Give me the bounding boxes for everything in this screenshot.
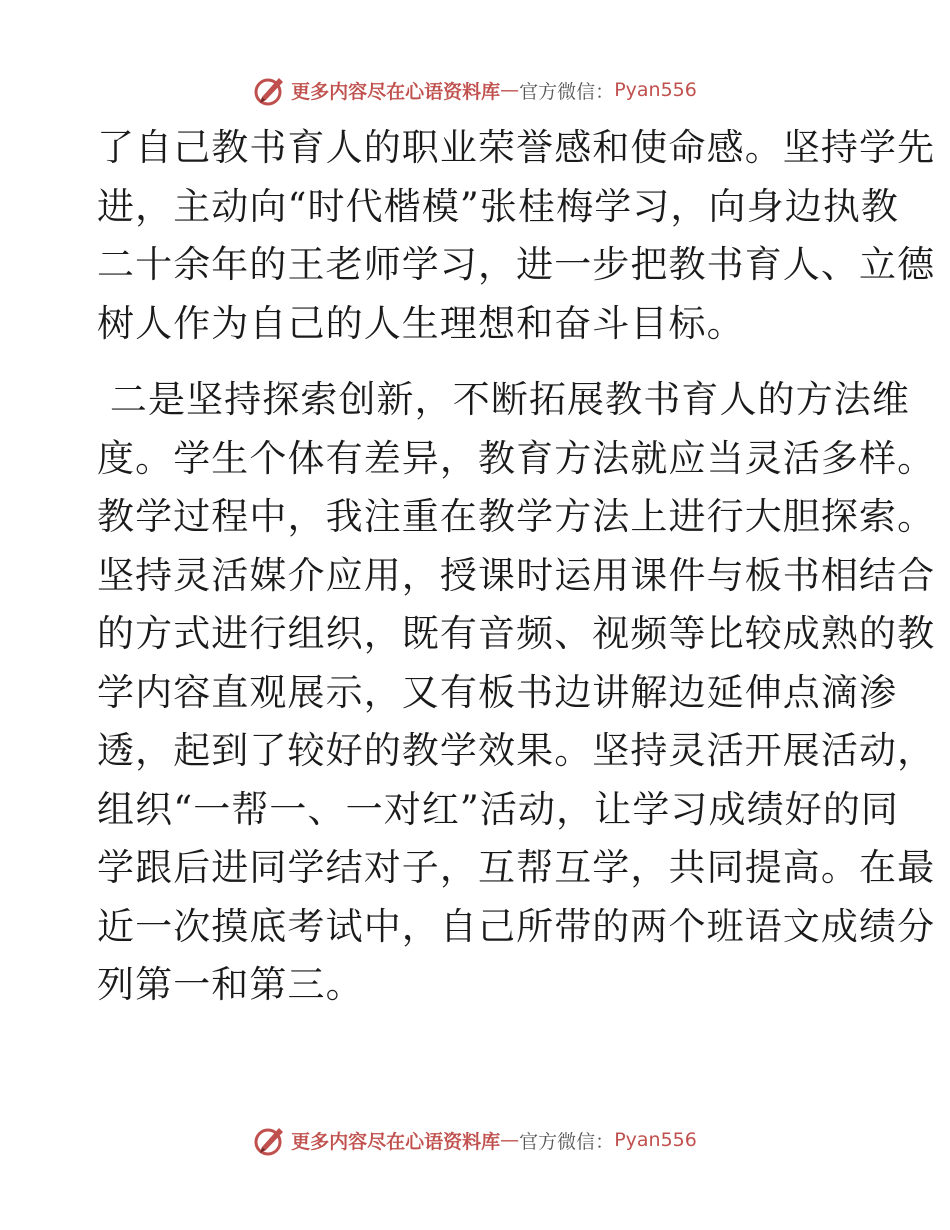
pen-logo-icon <box>253 73 287 107</box>
text-line: 学内容直观展示，又有板书边讲解边延伸点滴渗 <box>97 670 898 714</box>
watermark-wechat-label: 官方微信： <box>519 80 615 103</box>
text-line: 进，主动向“时代楷模”张桂梅学习，向身边执教 <box>97 184 900 228</box>
watermark-wechat-id: Pyan556 <box>614 79 697 101</box>
paragraph-1 <box>97 119 936 353</box>
watermark-header <box>0 70 950 110</box>
paragraph-gap <box>97 353 857 371</box>
text-line: 组织“一帮一、一对红”活动，让学习成绩好的同 <box>97 787 900 831</box>
watermark-wechat-label: 官方微信： <box>519 1130 615 1153</box>
text-line: 坚持灵活媒介应用，授课时运用课件与板书相结合 <box>97 553 936 597</box>
pen-logo-icon <box>253 1123 287 1157</box>
text-line: 透，起到了较好的教学效果。坚持灵活开展活动， <box>97 729 936 772</box>
text-line: 的方式进行组织，既有音频、视频等比较成熟的教 <box>97 612 936 655</box>
text-line: 近一次摸底考试中，自己所带的两个班语文成绩分 <box>97 904 936 948</box>
text-line: 二十余年的王老师学习，进一步把教书育人、立德 <box>97 243 936 286</box>
text-line: 度。学生个体有差异，教育方法就应当灵活多样。 <box>97 436 936 480</box>
text-line: 树人作为自己的人生理想和奋斗目标。 <box>97 301 745 345</box>
document-body <box>97 119 936 1015</box>
paragraph-2 <box>97 371 936 1015</box>
text-line: 列第一和第三。 <box>97 963 364 1006</box>
watermark-dash: — <box>500 1129 520 1151</box>
watermark-main-text: 更多内容尽在心语资料库 <box>291 1130 501 1153</box>
text-line: 了自己教书育人的职业荣誉感和使命感。坚持学先 <box>97 126 936 169</box>
watermark-footer <box>0 1120 950 1160</box>
text-line: 二是坚持探索创新，不断拓展教书育人的方法维 <box>97 378 910 421</box>
text-line: 学跟后进同学结对子，互帮互学，共同提高。在最 <box>97 846 936 889</box>
text-line: 教学过程中，我注重在教学方法上进行大胆探索。 <box>97 495 936 538</box>
watermark-wechat-id: Pyan556 <box>614 1129 697 1151</box>
watermark-dash: — <box>500 79 520 101</box>
watermark-main-text: 更多内容尽在心语资料库 <box>291 80 501 103</box>
